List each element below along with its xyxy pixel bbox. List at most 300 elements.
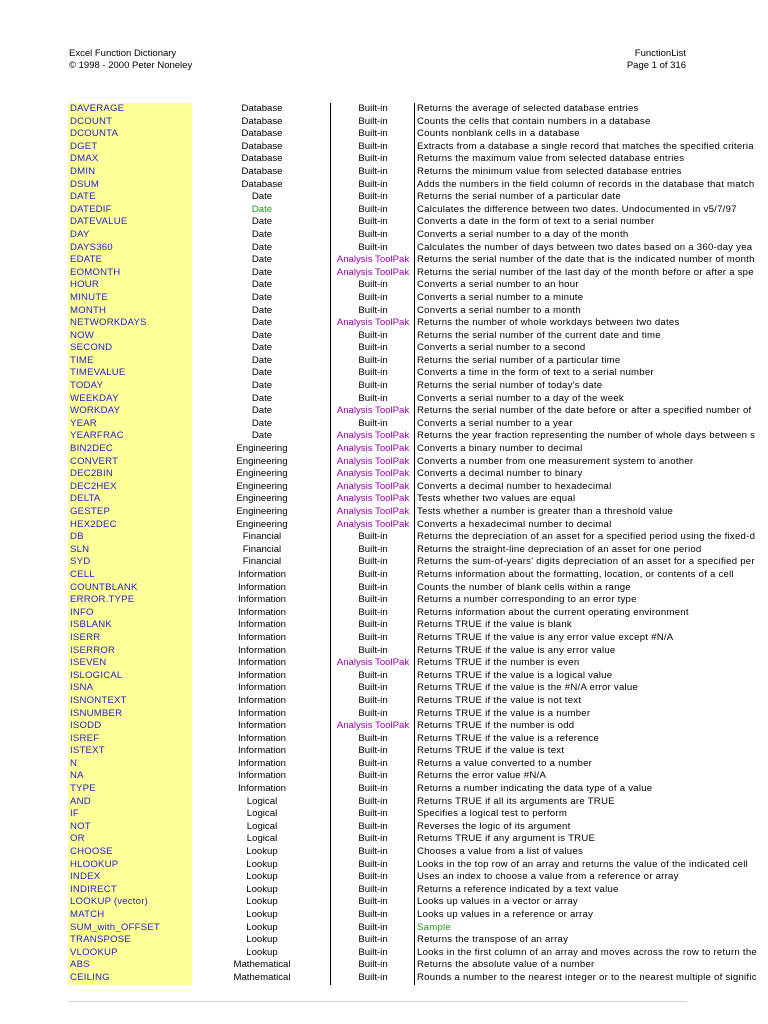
- table-row: [68, 909, 687, 922]
- source-cell: Built-in: [330, 896, 415, 909]
- table-row: [68, 607, 687, 620]
- description-cell: Returns TRUE if all its arguments are TRUE: [414, 796, 687, 809]
- category-cell: Date: [251, 304, 273, 316]
- category-cell: Information: [238, 720, 286, 732]
- source-cell: Built-in: [330, 972, 415, 985]
- description-cell: Returns the sum-of-years' digits depreciation of an asset for a specified per: [414, 556, 687, 569]
- category-cell: Date: [251, 254, 273, 266]
- function-name-cell: DSUM: [68, 179, 192, 192]
- source-cell: Built-in: [330, 418, 415, 431]
- description-cell: Returns the absolute value of a number: [414, 959, 687, 972]
- source-cell: Built-in: [330, 959, 415, 972]
- function-name-cell: MINUTE: [68, 292, 192, 305]
- category-cell: Lookup: [246, 871, 278, 883]
- description-cell: Returns TRUE if the number is even: [414, 657, 687, 670]
- table-row: [68, 568, 734, 582]
- table-row: [68, 896, 687, 909]
- source-cell: Built-in: [330, 393, 415, 406]
- table-row: [68, 632, 687, 645]
- table-row: [68, 367, 687, 380]
- source-cell: Built-in: [330, 796, 415, 809]
- description-cell: Returns information about the formatting, location, or contents of a cell: [414, 569, 687, 582]
- description-cell: Converts a serial number to a minute: [414, 292, 687, 305]
- source-cell: Analysis ToolPak: [330, 405, 415, 418]
- function-name-cell: ISERR: [68, 632, 192, 645]
- source-cell: Built-in: [330, 934, 415, 947]
- function-name-cell: DGET: [68, 141, 192, 154]
- table-row: [68, 116, 687, 129]
- category-cell: Information: [238, 745, 286, 757]
- description-cell: Returns TRUE if the value is a number: [414, 708, 687, 721]
- category-cell: Information: [238, 657, 286, 669]
- category-cell: Lookup: [246, 883, 278, 895]
- description-cell: Returns the average of selected database entries: [414, 103, 687, 116]
- table-row: [68, 959, 687, 972]
- source-cell: Analysis ToolPak: [330, 443, 415, 456]
- table-row: [68, 229, 687, 242]
- source-cell: Analysis ToolPak: [330, 657, 415, 670]
- source-cell: Built-in: [330, 619, 415, 632]
- function-name-cell: DCOUNTA: [68, 128, 192, 141]
- function-name-cell: OR: [68, 833, 192, 846]
- source-cell: Built-in: [330, 745, 415, 758]
- description-cell: Looks in the first column of an array and moves across the row to return the: [414, 947, 687, 960]
- table-row: [68, 355, 687, 368]
- description-cell: Returns a reference indicated by a text value: [414, 884, 687, 897]
- description-cell: Returns the serial number of the current date and time: [414, 330, 687, 343]
- table-row: [68, 430, 756, 443]
- category-cell: Engineering: [236, 480, 288, 492]
- description-cell: Returns the maximum value from selected database entries: [414, 153, 687, 166]
- table-row: [68, 468, 687, 481]
- category-cell: Information: [238, 770, 286, 782]
- category-cell: Lookup: [246, 909, 278, 920]
- source-cell: Built-in: [330, 645, 415, 658]
- table-row: [68, 971, 757, 985]
- category-cell: Information: [238, 694, 286, 706]
- category-cell: Database: [241, 165, 283, 177]
- function-name-cell: DMAX: [68, 153, 192, 166]
- category-cell: Engineering: [236, 443, 288, 455]
- source-cell: Analysis ToolPak: [330, 481, 415, 494]
- function-name-cell: ISERROR: [68, 645, 192, 658]
- document-header-right: [627, 48, 686, 72]
- function-name-cell: N: [68, 758, 192, 771]
- function-name-cell: NOT: [68, 821, 192, 834]
- function-name-cell: EOMONTH: [68, 267, 192, 280]
- function-name-cell: HEX2DEC: [68, 519, 192, 532]
- table-row: [68, 103, 687, 116]
- description-cell: Returns a value converted to a number: [414, 758, 687, 771]
- source-cell: Built-in: [330, 355, 415, 368]
- table-row: [68, 934, 687, 947]
- description-cell: Returns the serial number of a particular time: [414, 355, 687, 368]
- table-row: [68, 796, 687, 809]
- source-cell: Built-in: [330, 367, 415, 380]
- function-name-cell: COUNTBLANK: [68, 582, 192, 595]
- function-name-cell: BIN2DEC: [68, 443, 192, 456]
- source-cell: Built-in: [330, 380, 415, 393]
- table-row: [68, 922, 687, 935]
- description-cell: Converts a number from one measurement system to another: [414, 456, 687, 469]
- category-cell: Financial: [242, 543, 282, 555]
- category-cell: Date: [251, 417, 273, 429]
- category-cell: Date: [251, 380, 273, 392]
- category-cell: Lookup: [246, 946, 278, 958]
- function-name-cell: IF: [68, 808, 192, 821]
- table-row: [68, 203, 737, 217]
- source-cell: Analysis ToolPak: [330, 254, 415, 267]
- function-name-cell: ISNONTEXT: [68, 695, 192, 708]
- category-cell: Information: [238, 568, 286, 580]
- source-cell: Analysis ToolPak: [330, 506, 415, 519]
- category-cell: Database: [241, 103, 283, 114]
- table-row: [68, 556, 755, 569]
- source-cell: Built-in: [330, 292, 415, 305]
- table-row: [68, 858, 748, 872]
- description-cell: Returns the depreciation of an asset for a specified period using the fixed-d: [414, 531, 687, 544]
- function-name-cell: ISTEXT: [68, 745, 192, 758]
- function-name-cell: ISBLANK: [68, 619, 192, 632]
- table-row: [68, 582, 687, 595]
- table-row: [68, 519, 687, 532]
- source-cell: Built-in: [330, 128, 415, 141]
- source-cell: Built-in: [330, 166, 415, 179]
- table-row: [68, 140, 754, 154]
- source-cell: Built-in: [330, 556, 415, 569]
- category-cell: Date: [251, 329, 273, 341]
- category-cell: Date: [251, 317, 273, 329]
- description-cell: Sample: [414, 922, 687, 935]
- category-cell: Information: [238, 682, 286, 694]
- category-cell: Date: [251, 279, 273, 291]
- table-row: [68, 455, 694, 469]
- category-cell: Database: [241, 153, 283, 165]
- category-cell: Mathematical: [233, 971, 291, 983]
- source-cell: Built-in: [330, 884, 415, 897]
- category-cell: Database: [241, 128, 283, 140]
- category-cell: Lookup: [246, 896, 278, 908]
- description-cell: Returns TRUE if the value is a reference: [414, 733, 687, 746]
- table-row: [68, 178, 755, 192]
- source-cell: Built-in: [330, 632, 415, 645]
- category-cell: Date: [251, 266, 273, 278]
- source-cell: Built-in: [330, 733, 415, 746]
- description-cell: Converts a serial number to a month: [414, 305, 687, 318]
- category-cell: Date: [251, 191, 273, 203]
- description-cell: Converts a serial number to a second: [414, 342, 687, 355]
- function-name-cell: TYPE: [68, 783, 192, 796]
- description-cell: Calculates the difference between two dates. Undocumented in v5/7/97: [414, 204, 687, 217]
- category-cell: Lookup: [246, 921, 278, 933]
- function-name-cell: DMIN: [68, 166, 192, 179]
- function-name-cell: TIME: [68, 355, 192, 368]
- function-name-cell: TRANSPOSE: [68, 934, 192, 947]
- source-cell: Built-in: [330, 770, 415, 783]
- source-cell: Built-in: [330, 582, 415, 595]
- source-cell: Built-in: [330, 342, 415, 355]
- function-name-cell: SECOND: [68, 342, 192, 355]
- source-cell: Built-in: [330, 947, 415, 960]
- table-row: [68, 619, 687, 632]
- category-cell: Date: [251, 430, 273, 442]
- table-row: [68, 745, 687, 758]
- function-name-cell: DELTA: [68, 493, 192, 506]
- source-cell: Built-in: [330, 808, 415, 821]
- function-name-cell: DEC2BIN: [68, 468, 192, 481]
- category-cell: Date: [251, 392, 273, 404]
- function-name-cell: DATEVALUE: [68, 216, 192, 229]
- description-cell: Rounds a number to the nearest integer or to the nearest multiple of signific: [414, 972, 687, 985]
- source-cell: Analysis ToolPak: [330, 430, 415, 443]
- description-cell: Counts nonblank cells in a database: [414, 128, 687, 141]
- description-cell: Counts the cells that contain numbers in a database: [414, 116, 687, 129]
- table-row: [68, 770, 687, 783]
- function-name-cell: DATEDIF: [68, 204, 192, 217]
- description-cell: Tests whether two values are equal: [414, 493, 687, 506]
- category-cell: Date: [251, 342, 273, 354]
- description-cell: Converts a decimal number to binary: [414, 468, 687, 481]
- table-row: [68, 166, 687, 179]
- category-cell: Lookup: [246, 858, 278, 870]
- function-name-cell: LOOKUP (vector): [68, 896, 192, 909]
- category-cell: Engineering: [236, 518, 288, 530]
- description-cell: Returns TRUE if the value is any error value except #N/A: [414, 632, 687, 645]
- source-cell: Built-in: [330, 141, 415, 154]
- source-cell: Built-in: [330, 330, 415, 343]
- category-cell: Engineering: [236, 455, 288, 467]
- source-cell: Analysis ToolPak: [330, 468, 415, 481]
- source-cell: Built-in: [330, 607, 415, 620]
- table-row: [68, 330, 687, 343]
- description-cell: Chooses a value from a list of values: [414, 846, 687, 859]
- copyright-line: © 1998 - 2000 Peter Noneley: [69, 60, 193, 71]
- category-cell: Logical: [246, 795, 278, 807]
- function-name-cell: INDIRECT: [68, 884, 192, 897]
- category-cell: Logical: [246, 833, 278, 845]
- table-row: [68, 833, 687, 846]
- table-row: [68, 191, 687, 204]
- description-cell: Converts a serial number to a year: [414, 418, 687, 431]
- source-cell: Built-in: [330, 279, 415, 292]
- description-cell: Returns the year fraction representing the number of whole days between s: [414, 430, 687, 443]
- function-name-cell: DCOUNT: [68, 116, 192, 129]
- source-cell: Analysis ToolPak: [330, 720, 415, 733]
- function-name-cell: CELL: [68, 569, 192, 582]
- category-cell: Date: [251, 203, 273, 215]
- description-cell: Returns the serial number of the date before or after a specified number of: [414, 405, 687, 418]
- source-cell: Built-in: [330, 544, 415, 557]
- function-name-cell: YEARFRAC: [68, 430, 192, 443]
- document-title: Excel Function Dictionary: [69, 48, 177, 59]
- description-cell: Converts a date in the form of text to a serial number: [414, 216, 687, 229]
- table-row: [68, 733, 687, 746]
- function-name-cell: ISNUMBER: [68, 708, 192, 721]
- source-cell: Built-in: [330, 569, 415, 582]
- description-cell: Converts a serial number to an hour: [414, 279, 687, 292]
- source-cell: Built-in: [330, 191, 415, 204]
- source-cell: Built-in: [330, 758, 415, 771]
- category-cell: Engineering: [236, 493, 288, 505]
- category-cell: Information: [238, 619, 286, 631]
- table-row: [68, 946, 758, 960]
- category-cell: Information: [238, 707, 286, 719]
- function-name-cell: EDATE: [68, 254, 192, 267]
- function-name-cell: AND: [68, 796, 192, 809]
- function-name-cell: INFO: [68, 607, 192, 620]
- category-cell: Database: [241, 178, 283, 190]
- function-name-cell: WEEKDAY: [68, 393, 192, 406]
- function-name-cell: ISLOGICAL: [68, 670, 192, 683]
- function-name-cell: DAYS360: [68, 242, 192, 255]
- function-name-cell: DATE: [68, 191, 192, 204]
- function-name-cell: CEILING: [68, 972, 192, 985]
- description-cell: Tests whether a number is greater than a threshold value: [414, 506, 687, 519]
- description-cell: Returns the transpose of an array: [414, 934, 687, 947]
- description-cell: Returns a number corresponding to an error type: [414, 594, 687, 607]
- function-name-cell: NOW: [68, 330, 192, 343]
- table-row: [68, 543, 702, 557]
- category-cell: Information: [238, 669, 286, 681]
- description-cell: Returns the serial number of today's date: [414, 380, 687, 393]
- category-cell: Database: [241, 115, 283, 127]
- table-row: [68, 531, 756, 544]
- category-cell: Date: [251, 291, 273, 303]
- function-name-cell: WORKDAY: [68, 405, 192, 418]
- table-row: [68, 128, 687, 141]
- table-row: [68, 720, 687, 733]
- function-name-cell: NETWORKDAYS: [68, 317, 192, 330]
- function-name-cell: DB: [68, 531, 192, 544]
- source-cell: Built-in: [330, 204, 415, 217]
- category-cell: Date: [251, 228, 273, 240]
- description-cell: Reverses the logic of its argument: [414, 821, 687, 834]
- category-cell: Date: [251, 216, 273, 228]
- page-bottom-rule: [68, 1001, 687, 1002]
- description-cell: Uses an index to choose a value from a reference or array: [414, 871, 687, 884]
- table-row: [68, 645, 687, 658]
- source-cell: Built-in: [330, 871, 415, 884]
- source-cell: Analysis ToolPak: [330, 519, 415, 532]
- function-name-cell: SLN: [68, 544, 192, 557]
- description-cell: Adds the numbers in the field column of records in the database that match: [414, 179, 687, 192]
- table-row: [68, 670, 687, 683]
- function-name-cell: INDEX: [68, 871, 192, 884]
- description-cell: Returns TRUE if the value is a logical value: [414, 670, 687, 683]
- source-cell: Analysis ToolPak: [330, 267, 415, 280]
- source-cell: Built-in: [330, 833, 415, 846]
- table-row: [68, 695, 687, 708]
- table-row: [68, 481, 687, 494]
- table-row: [68, 682, 687, 695]
- source-cell: Built-in: [330, 783, 415, 796]
- source-cell: Built-in: [330, 846, 415, 859]
- function-name-cell: DAVERAGE: [68, 103, 192, 116]
- function-name-cell: TIMEVALUE: [68, 367, 192, 380]
- category-cell: Logical: [246, 808, 278, 820]
- function-name-cell: ERROR.TYPE: [68, 594, 192, 607]
- description-cell: Returns TRUE if the value is text: [414, 745, 687, 758]
- function-table: [68, 103, 758, 985]
- function-name-cell: SUM_with_OFFSET: [68, 922, 192, 935]
- description-cell: Returns TRUE if the value is any error value: [414, 645, 687, 658]
- description-cell: Returns the straight-line depreciation of an asset for one period: [414, 544, 687, 557]
- table-row: [68, 821, 687, 834]
- table-row: [68, 254, 755, 267]
- category-cell: Logical: [246, 820, 278, 832]
- description-cell: Converts a decimal number to hexadecimal: [414, 481, 687, 494]
- function-name-cell: MATCH: [68, 909, 192, 922]
- function-name-cell: GESTEP: [68, 506, 192, 519]
- category-cell: Lookup: [246, 934, 278, 946]
- function-name-cell: HOUR: [68, 279, 192, 292]
- category-cell: Lookup: [246, 846, 278, 858]
- description-cell: Returns TRUE if any argument is TRUE: [414, 833, 687, 846]
- function-name-cell: NA: [68, 770, 192, 783]
- category-cell: Date: [251, 354, 273, 366]
- function-name-cell: DAY: [68, 229, 192, 242]
- sheet-name: FunctionList: [634, 48, 686, 59]
- table-row: [68, 279, 687, 292]
- table-row: [68, 266, 754, 280]
- description-cell: Returns TRUE if the value is blank: [414, 619, 687, 632]
- table-row: [68, 380, 687, 393]
- category-cell: Financial: [242, 556, 282, 568]
- table-row: [68, 758, 687, 771]
- table-row: [68, 808, 687, 821]
- category-cell: Information: [238, 732, 286, 744]
- source-cell: Built-in: [330, 682, 415, 695]
- source-cell: Built-in: [330, 103, 415, 116]
- description-cell: Returns the serial number of the last day of the month before or after a spe: [414, 267, 687, 280]
- source-cell: Built-in: [330, 695, 415, 708]
- category-cell: Database: [241, 140, 283, 152]
- description-cell: Converts a serial number to a day of the month: [414, 229, 687, 242]
- description-cell: Converts a serial number to a day of the week: [414, 393, 687, 406]
- description-cell: Returns the serial number of a particular date: [414, 191, 687, 204]
- table-row: [68, 871, 687, 884]
- function-name-cell: YEAR: [68, 418, 192, 431]
- category-cell: Information: [238, 581, 286, 593]
- table-row: [68, 783, 687, 796]
- source-cell: Built-in: [330, 670, 415, 683]
- function-name-cell: ISREF: [68, 733, 192, 746]
- category-cell: Financial: [242, 531, 282, 543]
- description-cell: Extracts from a database a single record that matches the specified criteria: [414, 141, 687, 154]
- description-cell: Specifies a logical test to perform: [414, 808, 687, 821]
- table-row: [68, 594, 687, 607]
- source-cell: Built-in: [330, 909, 415, 922]
- source-cell: Built-in: [330, 531, 415, 544]
- table-row: [68, 405, 752, 418]
- document-header-left: [69, 48, 192, 72]
- source-cell: Built-in: [330, 821, 415, 834]
- category-cell: Date: [251, 367, 273, 379]
- description-cell: Returns the number of whole workdays between two dates: [414, 317, 687, 330]
- category-cell: Information: [238, 757, 286, 769]
- category-cell: Information: [238, 606, 286, 618]
- function-name-cell: ISODD: [68, 720, 192, 733]
- category-cell: Information: [238, 783, 286, 795]
- category-cell: Information: [238, 594, 286, 606]
- source-cell: Built-in: [330, 859, 415, 872]
- description-cell: Looks up values in a reference or array: [414, 909, 687, 922]
- function-name-cell: ISNA: [68, 682, 192, 695]
- description-cell: Counts the number of blank cells within a range: [414, 582, 687, 595]
- table-row: [68, 216, 687, 229]
- function-name-cell: VLOOKUP: [68, 947, 192, 960]
- function-name-cell: CHOOSE: [68, 846, 192, 859]
